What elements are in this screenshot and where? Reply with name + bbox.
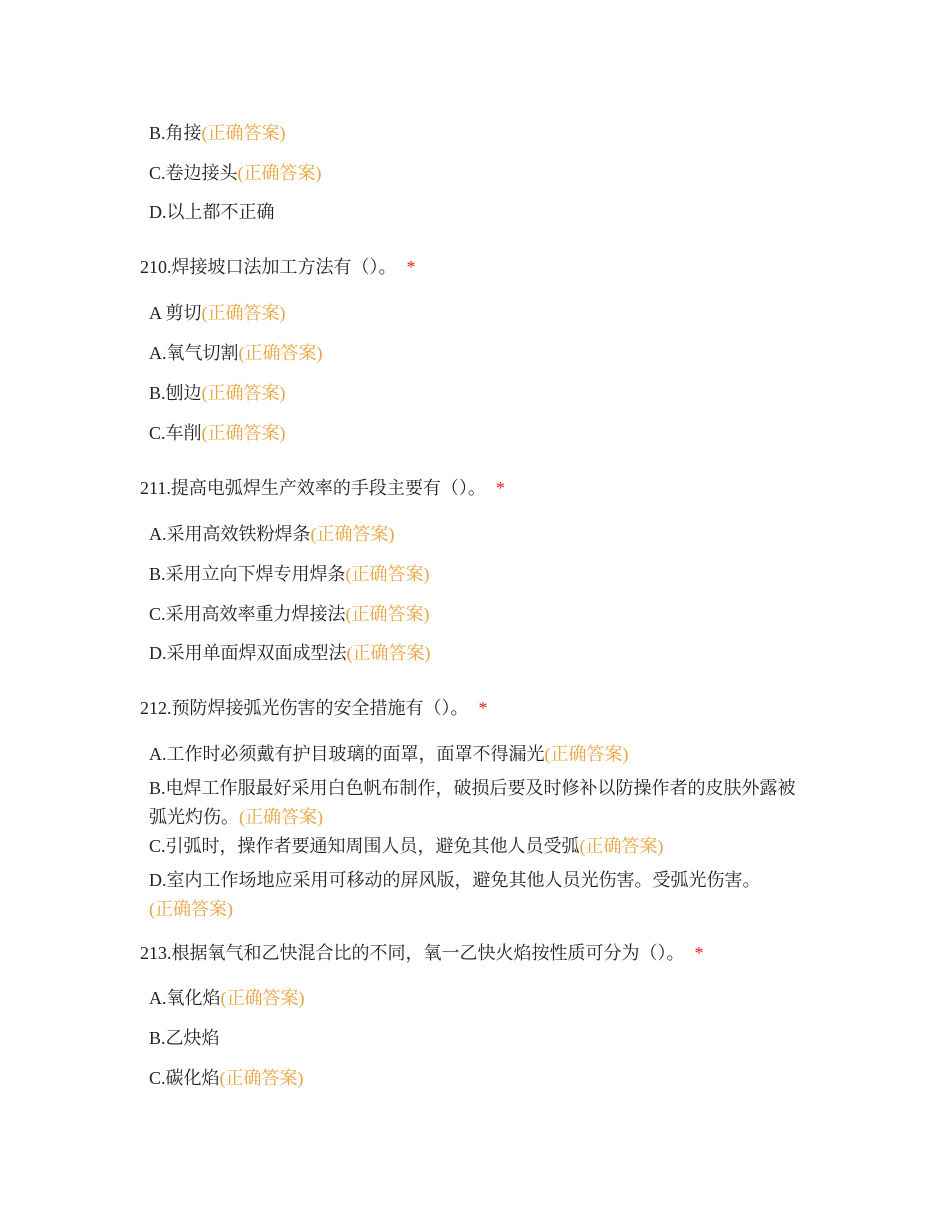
option-211-c	[149, 600, 430, 629]
correct-answer-tag: (正确答案)	[579, 836, 664, 856]
option-213-b	[149, 1024, 220, 1053]
correct-answer-tag: (正确答案)	[238, 343, 323, 363]
option-209-b	[149, 119, 286, 148]
question-211-title	[140, 474, 505, 503]
option-212-a	[149, 740, 629, 769]
option-211-d	[149, 639, 431, 668]
correct-answer-tag: (正确答案)	[345, 604, 430, 624]
question-text: 213.根据氧气和乙快混合比的不同，氧一乙快火焰按性质可分为（）。	[140, 943, 685, 963]
option-text: D.采用单面焊双面成型法	[149, 643, 347, 663]
option-213-a	[149, 984, 305, 1013]
correct-answer-tag: (正确答案)	[310, 524, 395, 544]
option-text: D.室内工作场地应采用可移动的屏风版，避免其他人员光伤害。受弧光伤害。	[149, 870, 761, 890]
correct-answer-tag: (正确答案)	[345, 564, 430, 584]
correct-answer-tag: (正确答案)	[237, 163, 322, 183]
correct-answer-tag: (正确答案)	[201, 123, 286, 143]
option-text: B.角接	[149, 123, 202, 143]
option-text: A 剪切	[149, 303, 202, 323]
required-mark: *	[495, 478, 505, 498]
correct-answer-tag: (正确答案)	[149, 899, 233, 919]
option-210-b	[149, 379, 286, 408]
option-text: C.碳化焰	[149, 1068, 220, 1088]
option-212-c	[149, 832, 664, 861]
correct-answer-tag: (正确答案)	[239, 807, 323, 827]
option-text: A.氧化焰	[149, 988, 221, 1008]
option-213-c	[149, 1064, 304, 1093]
question-text: 212.预防焊接弧光伤害的安全措施有（）。	[140, 698, 469, 718]
option-text: A.氧气切割	[149, 343, 239, 363]
option-text: B.刨边	[149, 383, 202, 403]
correct-answer-tag: (正确答案)	[219, 1068, 304, 1088]
question-text: 210.焊接坡口法加工方法有（）。	[140, 257, 397, 277]
question-210-title	[140, 253, 416, 282]
option-text: D.以上都不正确	[149, 202, 275, 222]
option-text: C.采用高效率重力焊接法	[149, 604, 346, 624]
option-210-c	[149, 419, 286, 448]
option-211-a	[149, 520, 395, 549]
option-text: A.采用高效铁粉焊条	[149, 524, 311, 544]
correct-answer-tag: (正确答案)	[201, 303, 286, 323]
option-text: B.乙炔焰	[149, 1028, 220, 1048]
correct-answer-tag: (正确答案)	[220, 988, 305, 1008]
required-mark: *	[478, 698, 488, 718]
correct-answer-tag: (正确答案)	[201, 383, 286, 403]
option-211-b	[149, 560, 430, 589]
required-mark: *	[406, 257, 416, 277]
option-text: C.引弧时，操作者要通知周围人员，避免其他人员受弧	[149, 836, 580, 856]
option-209-d	[149, 198, 275, 227]
question-212-title	[140, 694, 488, 723]
option-text: A.工作时必须戴有护目玻璃的面罩，面罩不得漏光	[149, 744, 545, 764]
option-209-c	[149, 159, 322, 188]
question-text: 211.提高电弧焊生产效率的手段主要有（）。	[140, 478, 486, 498]
correct-answer-tag: (正确答案)	[201, 423, 286, 443]
correct-answer-tag: (正确答案)	[346, 643, 431, 663]
option-212-d	[149, 866, 809, 924]
option-210-a2	[149, 339, 323, 368]
option-text: C.车削	[149, 423, 202, 443]
option-212-b	[149, 774, 809, 832]
option-text: B.电焊工作服最好采用白色帆布制作，破损后要及时修补以防操作者的皮肤外露被弧光灼伤。	[149, 778, 796, 827]
question-213-title	[140, 939, 704, 968]
correct-answer-tag: (正确答案)	[544, 744, 629, 764]
option-210-a1	[149, 299, 286, 328]
required-mark: *	[694, 943, 704, 963]
option-text: C.卷边接头	[149, 163, 238, 183]
option-text: B.采用立向下焊专用焊条	[149, 564, 346, 584]
